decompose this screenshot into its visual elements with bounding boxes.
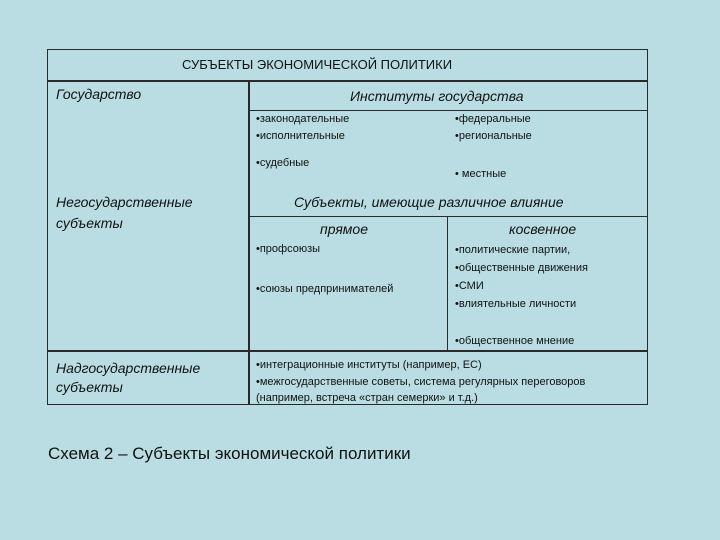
state-level-item: •региональные <box>455 130 532 142</box>
state-branch-item: •судебные <box>256 157 310 169</box>
supra-row-divider <box>47 350 648 352</box>
figure-caption: Схема 2 – Субъекты экономической политики <box>48 444 411 463</box>
indirect-item: •общественные движения <box>455 262 588 274</box>
influence-subjects-header: Субъекты, имеющие различное влияние <box>294 194 564 210</box>
nonstate-header-divider <box>248 216 648 217</box>
state-branch-item: •исполнительные <box>256 130 345 142</box>
title-divider <box>47 80 648 82</box>
indirect-item: •политические партии, <box>455 244 571 256</box>
indirect-item: •влиятельные личности <box>455 298 577 310</box>
table-title: СУБЪЕКТЫ ЭКОНОМИЧЕСКОЙ ПОЛИТИКИ <box>182 57 453 72</box>
direct-indirect-divider <box>447 216 448 350</box>
state-label: Государство <box>56 86 142 102</box>
direct-influence-header: прямое <box>320 221 368 237</box>
nonstate-label: Негосударственные <box>56 194 193 210</box>
supra-item: •интеграционные институты (например, ЕС) <box>256 359 482 371</box>
supra-label: субъекты <box>56 379 123 395</box>
nonstate-label: субъекты <box>56 215 123 231</box>
supra-item: (например, встреча «стран семерки» и т.д.) <box>256 392 478 404</box>
state-level-item: • местные <box>455 168 507 180</box>
indirect-influence-header: косвенное <box>509 221 577 237</box>
state-level-item: •федеральные <box>455 113 531 125</box>
supra-item: •межгосударственные советы, система регулярных переговоров <box>256 376 586 388</box>
supra-label: Надгосударственные <box>56 360 201 376</box>
state-branch-item: •законодательные <box>256 113 350 125</box>
direct-item: •профсоюзы <box>256 243 321 255</box>
state-institutions-header: Институты государства <box>350 88 524 104</box>
direct-item: •союзы предпринимателей <box>256 283 394 295</box>
label-column-divider <box>248 80 250 405</box>
indirect-item: •СМИ <box>455 280 484 292</box>
indirect-item: •общественное мнение <box>455 335 575 347</box>
